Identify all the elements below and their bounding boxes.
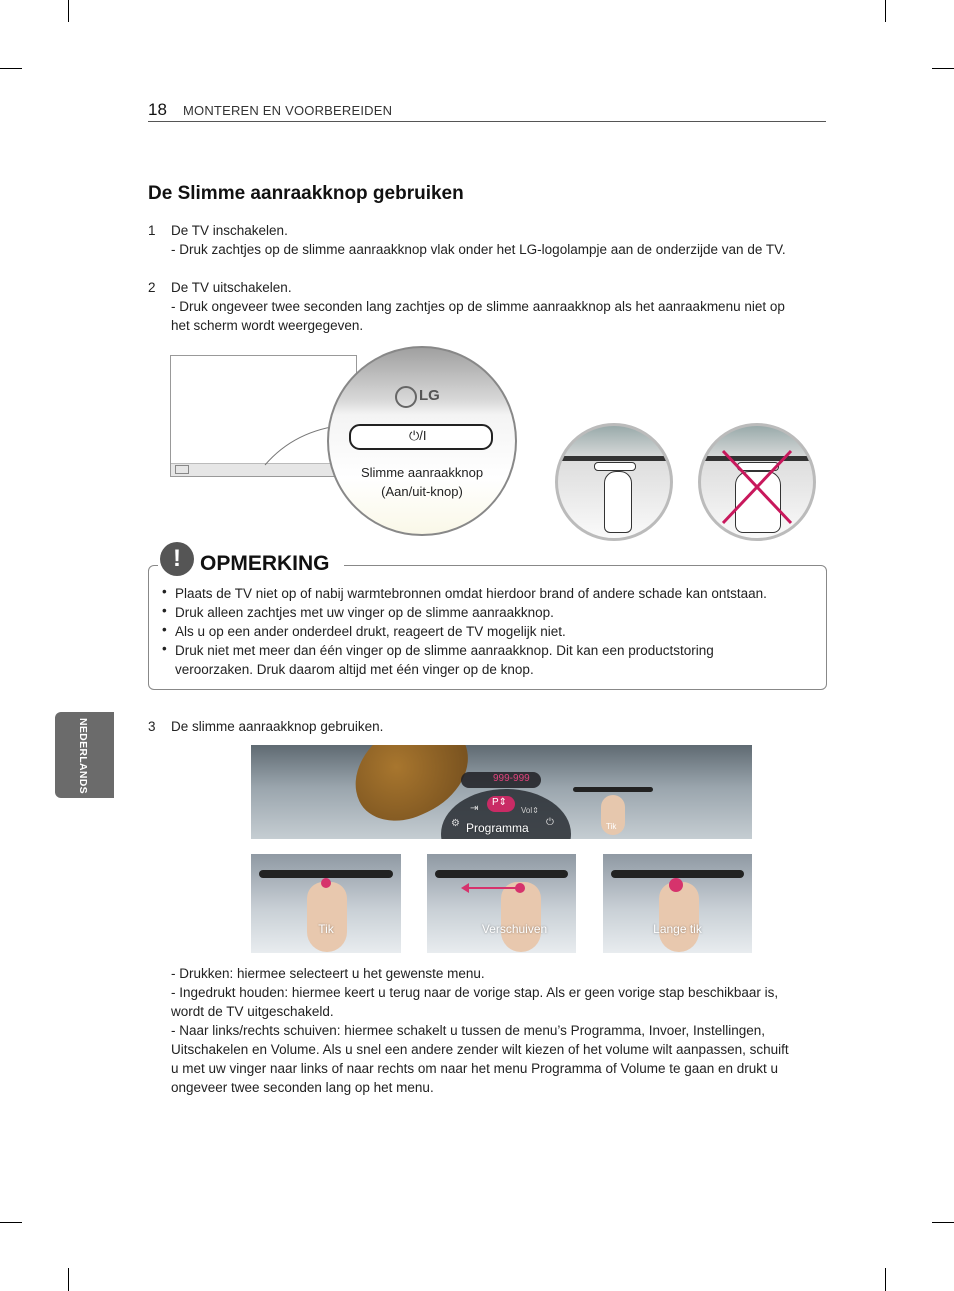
crop-mark [932,1222,954,1223]
hand-image [307,882,347,952]
tap-label: Tik [606,822,617,831]
lg-logo [395,386,447,408]
gesture-label: Lange tik [653,922,702,936]
power-symbol-icon: ⏻/I [409,428,427,443]
multi-finger-circle [698,423,816,541]
step-number: 1 [148,223,156,238]
language-tab-label: NEDERLANDS [77,718,89,794]
crop-mark [932,68,954,69]
crop-mark [68,0,69,22]
touch-menu-photo [251,745,752,839]
step-heading: De TV uitschakelen. [171,280,292,295]
step-heading: De TV inschakelen. [171,223,288,238]
figure-caption: (Aan/uit-knop) [381,484,463,499]
description-line: u met uw vinger naar links of naar rechts om naar het menu Programma of Volume te gaan en drukt u [171,1061,779,1076]
hand-image [659,882,699,952]
gesture-swipe-photo [427,854,576,953]
bullet-icon: • [162,603,167,618]
power-button[interactable] [349,424,493,450]
note-item: veroorzaken. Druk daarom altijd met één vinger op de knop. [175,662,534,677]
note-title: OPMERKING [200,552,330,575]
touch-indicator [321,878,331,888]
touch-indicator [669,878,683,892]
language-tab [55,712,114,798]
channel-pill [461,772,541,788]
step-number: 2 [148,280,156,295]
crop-mark [68,1268,69,1291]
magnified-button-circle [327,346,517,536]
program-label: P⇕ [492,797,508,808]
description-line: - Ingedrukt houden: hiermee keert u terug naar de vorige stap. Als er geen vorige stap beschikbaar is, [171,985,779,1000]
tv-edge [558,456,670,461]
note-item: Druk niet met meer dan één vinger op de slimme aanraakknop. Dit kan een productstoring [175,643,714,658]
swipe-arrow-icon [467,887,519,889]
gesture-label: Verschuiven [481,922,548,936]
gesture-long-tap-photo [603,854,752,953]
step-body: - Druk ongeveer twee seconden lang zachtjes op de slimme aanraakknop als het aanraakmenu niet op [171,299,785,314]
menu-label: Programma [466,821,529,835]
tv-logo-mark [175,465,189,474]
power-icon: ⏻ [546,817,554,828]
crop-mark [885,0,886,22]
page-title: De Slimme aanraakknop gebruiken [148,183,464,204]
description-line: wordt de TV uitgeschakeld. [171,1004,334,1019]
crop-mark [885,1268,886,1291]
settings-icon: ⚙ [451,818,460,829]
description-line: Uitschakelen en Volume. Als u snel een andere zender wilt kiezen of het volume wilt aanpassen, schuift [171,1042,789,1057]
cross-icon [701,426,813,538]
button-outline [594,462,636,471]
input-icon: ⇥ [470,803,479,814]
bullet-icon: • [162,622,167,637]
note-item: Plaats de TV niet op of nabij warmtebronnen omdat hierdoor brand of andere schade kan ontstaan. [175,586,767,601]
crop-mark [0,1222,22,1223]
one-finger-circle [555,423,673,541]
swipe-arrowhead-icon [461,883,469,893]
bullet-icon: • [162,584,167,599]
header-divider [148,121,826,122]
step-body: het scherm wordt weergegeven. [171,318,364,333]
volume-label: Vol⇕ [521,806,539,815]
page-number: 18 [148,100,167,119]
channel-number: 999-999 [493,773,530,784]
section-title: MONTEREN EN VOORBEREIDEN [183,103,393,118]
lg-logo-text: LG [419,387,440,404]
note-item: Als u op een ander onderdeel drukt, reageert de TV mogelijk niet. [175,624,566,639]
step-heading: De slimme aanraakknop gebruiken. [171,719,384,734]
touch-indicator [515,883,525,893]
figure-caption: Slimme aanraakknop [360,465,484,480]
finger-icon [604,471,632,533]
step-number: 3 [148,719,156,734]
step-body: - Druk zachtjes op de slimme aanraakknop vlak onder het LG-logolampje aan de onderzijde van de TV. [171,242,786,257]
tv-edge [259,870,393,878]
note-item: Druk alleen zachtjes met uw vinger op de slimme aanraakknop. [175,605,554,620]
tv-edge [573,787,653,792]
tv-edge [435,870,568,878]
crop-mark [0,68,22,69]
description-line: - Naar links/rechts schuiven: hiermee schakelt u tussen de menu’s Programma, Invoer, Instellingen, [171,1023,766,1038]
gesture-tap-photo [251,854,401,953]
tv-edge [611,870,744,878]
description-line: - Drukken: hiermee selecteert u het gewenste menu. [171,966,485,981]
exclamation-icon: ! [160,542,194,576]
bullet-icon: • [162,641,167,656]
lg-logo-icon [395,386,417,408]
program-selector[interactable] [487,796,515,812]
gesture-label: Tik [318,922,334,936]
description-line: ongeveer twee seconden lang op het menu. [171,1080,434,1095]
